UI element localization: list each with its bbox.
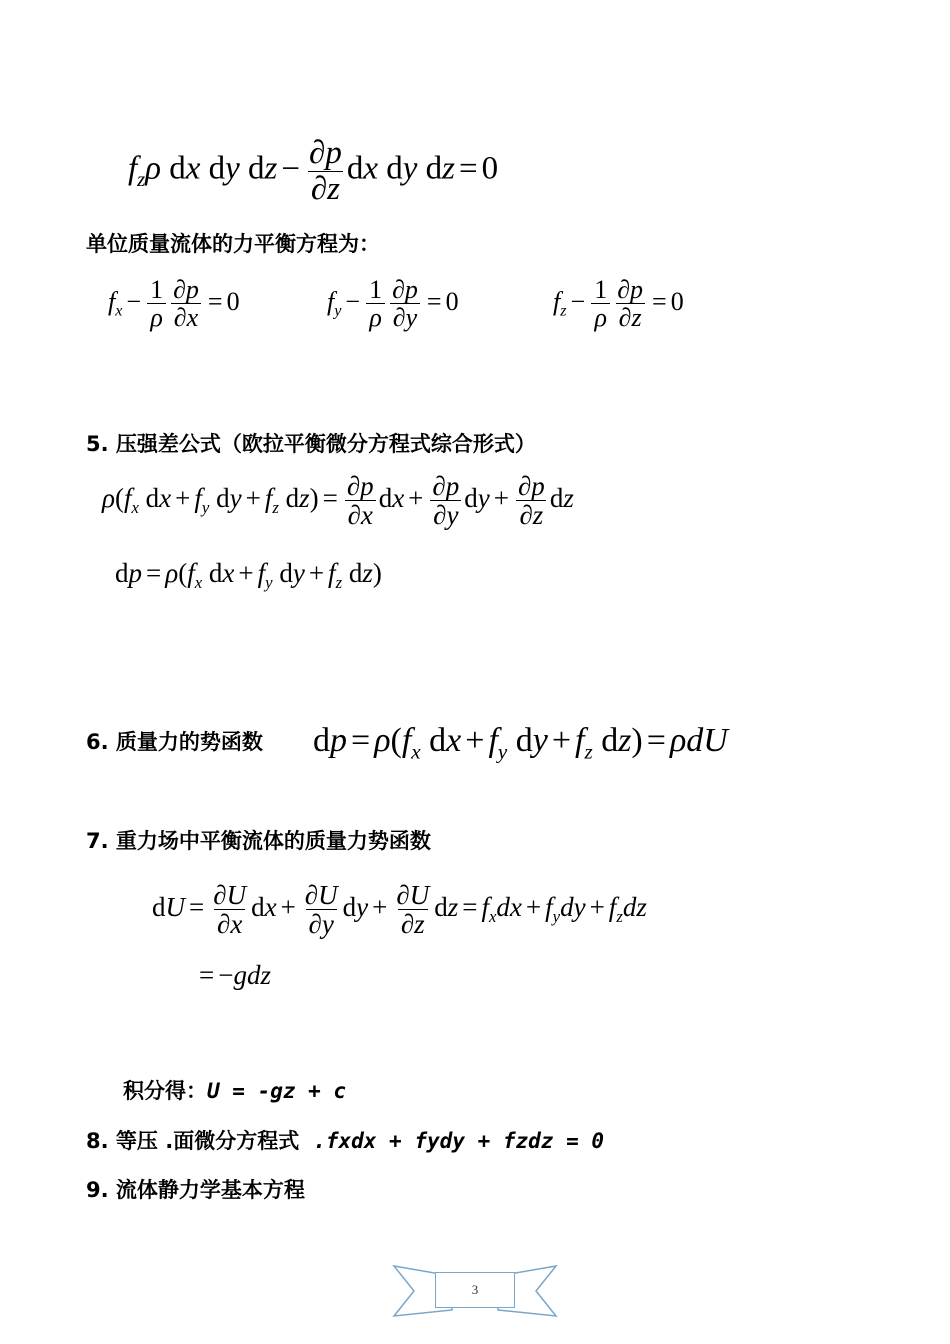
equation-x-component: $f_x$ − $\frac{1}{\rho}$ $\frac{\partial p}{\partial x}$ = 0 [108, 275, 240, 333]
equation-dp: dp = $\rho(f_x$ dx + $f_y$ dy + $f_z$ dz) [115, 558, 382, 592]
heading-section-9: 9. 流体静力学基本方程 [86, 1178, 305, 1202]
heading-section-5: 5. 压强差公式（欧拉平衡微分方程式综合形式） [86, 432, 536, 456]
heading-unit-mass-balance: 单位质量流体的力平衡方程为： [86, 232, 380, 256]
heading-section-7: 7. 重力场中平衡流体的质量力势函数 [86, 829, 431, 853]
section-8-equation: .fxdx + fydy + fzdz = 0 [313, 1129, 604, 1153]
integral-result: U = -gz + c [207, 1079, 347, 1103]
equation-y-component: $f_y$ − $\frac{1}{\rho}$ $\frac{\partial p}{\partial y}$ = 0 [327, 275, 459, 333]
equation-z-component: $f_z$ − $\frac{1}{\rho}$ $\frac{\partial p}{\partial z}$ = 0 [553, 275, 684, 333]
integral-label: 积分得： [123, 1079, 207, 1103]
equation-neg-gdz: = −gdz [199, 960, 271, 990]
equation-potential-function: dp = $\rho(f_x$ dx + $f_y$ dy + $f_z$ dz) = ρdU [313, 722, 728, 764]
heading-integral [123, 1075, 346, 1105]
equation-dU: dU = $\frac{\partial U}{\partial x}$ dx + $\frac{\partial U}{\partial y}$ dy + $\frac{\partial U}{\partial z}$ dz = $f_xdx + f_ydy + f_zdz$ [152, 880, 647, 940]
equation-z-force-balance: $f_z\rho$ dx dy dz − $\frac{\partial p}{\partial z}$ dx dy dz = 0 [128, 135, 499, 207]
equation-pressure-difference: $\rho(f_x$ dx + $f_y$ dy + $f_z$ dz) = $\frac{\partial p}{\partial x}$ dx + $\frac{\partial p}{\partial y}$ dy + $\frac{\partial p}{\partial z}$ dz [102, 471, 574, 531]
page-number: 3 [435, 1272, 515, 1308]
heading-section-6: 6. 质量力的势函数 [86, 730, 263, 754]
heading-section-8 [86, 1125, 604, 1155]
section-8-label: 8. 等压 .面微分方程式 [86, 1129, 300, 1153]
